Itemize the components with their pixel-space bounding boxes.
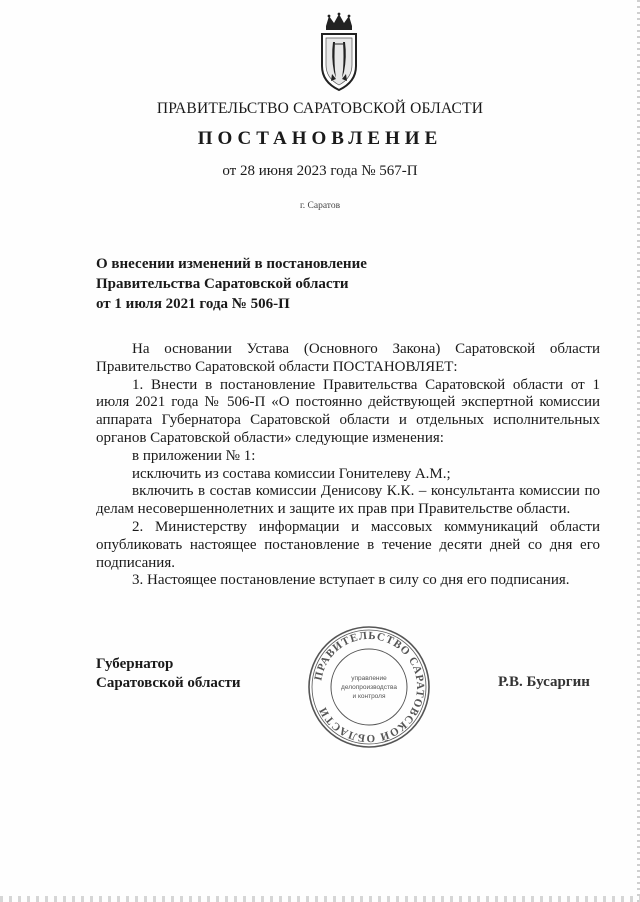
official-seal-icon bbox=[306, 624, 432, 750]
government-name: ПРАВИТЕЛЬСТВО САРАТОВСКОЙ ОБЛАСТИ bbox=[156, 100, 484, 117]
document-type: ПОСТАНОВЛЕНИЕ bbox=[197, 128, 443, 149]
document-body bbox=[96, 341, 600, 590]
seal-inner-line: управление bbox=[351, 675, 387, 682]
body-paragraph: в приложении № 1: bbox=[132, 447, 256, 464]
body-paragraph: 3. Настоящее постановление вступает в силу со дня его подписания. bbox=[132, 572, 570, 589]
subject-line: О внесении изменений в постановление bbox=[96, 256, 367, 272]
document-subject bbox=[96, 254, 367, 314]
seal-inner-line: делопроизводства bbox=[341, 684, 397, 691]
signatory-position-line: Саратовской области bbox=[96, 675, 241, 691]
document-date-number: от 28 июня 2023 года № 567-П bbox=[222, 163, 418, 179]
saratov-coat-of-arms-icon bbox=[318, 12, 360, 96]
seal-inner-line: и контроля bbox=[352, 693, 386, 700]
body-paragraph: На основании Устава (Основного Закона) Саратовской области Правительство Саратовской области ПОСТАНОВЛЯЕТ: bbox=[96, 341, 600, 375]
signatory-position-line: Губернатор bbox=[96, 656, 174, 672]
scan-bottom-artifact bbox=[0, 896, 640, 902]
body-paragraph: 1. Внести в постановление Правительства Саратовской области от 1 июля 2021 года № 506-П «О постоянно действующей экспертной комиссии аппарата Губернатора Саратовской области и отдельных исполнительных органов Саратовской области» следующие изменения: bbox=[96, 376, 600, 446]
subject-line: Правительства Саратовской области bbox=[96, 276, 349, 292]
signatory-name: Р.В. Бусаргин bbox=[498, 674, 590, 690]
document-city: г. Саратов bbox=[299, 201, 341, 211]
signatory-position bbox=[96, 655, 241, 693]
seal-outer-text: ПРАВИТЕЛЬСТВО САРАТОВСКОЙ ОБЛАСТИ bbox=[312, 629, 427, 745]
body-paragraph: 2. Министерству информации и массовых коммуникаций области опубликовать настоящее постановление в течение десяти дней со дня его подписания. bbox=[96, 518, 600, 571]
subject-line: от 1 июля 2021 года № 506-П bbox=[96, 296, 290, 312]
body-paragraph: исключить из состава комиссии Гонителеву А.М.; bbox=[132, 465, 451, 482]
body-paragraph: включить в состав комиссии Денисову К.К. – консультанта комиссии по делам несовершеннолетних и защите их прав при Правительстве области. bbox=[96, 483, 600, 518]
